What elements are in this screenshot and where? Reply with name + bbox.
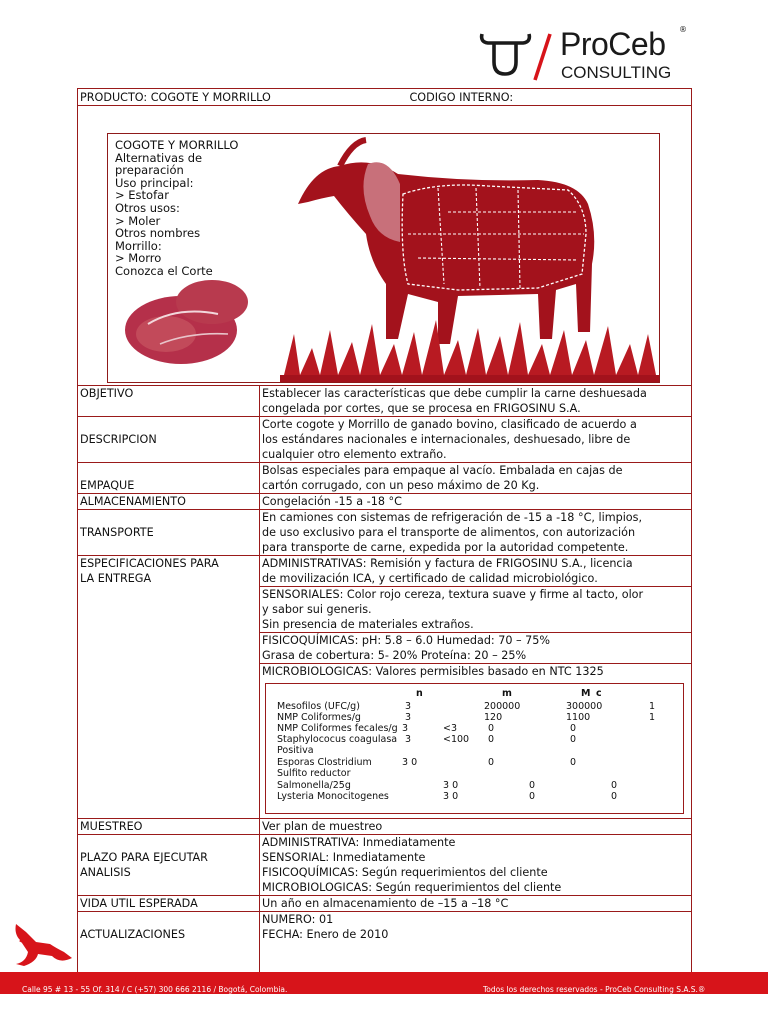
micro-cell: 0 [529, 780, 536, 791]
micro-header-c: c [596, 688, 602, 699]
objetivo-label: OBJETIVO [78, 386, 260, 417]
hero-line: preparación [115, 163, 184, 178]
micro-cell: <3 [443, 723, 458, 734]
almacenamiento-value: Congelación -15 a -18 °C [260, 494, 692, 510]
micro-cell: NMP Coliformes fecales/g [277, 723, 398, 734]
micro-cell: 0 [488, 734, 495, 745]
vida-value: Un año en almacenamiento de –15 a –18 °C [260, 896, 692, 912]
micro-cell: Esporas Clostridium [277, 757, 372, 768]
micro-cell: Staphylococus coagulasa [277, 734, 398, 745]
meat-cut-image [125, 280, 248, 364]
micro-header-m: m [502, 688, 512, 699]
micro-cell: 3 [405, 734, 412, 745]
hero-line: Morrillo: [115, 238, 162, 253]
micro-cell: 0 [570, 757, 577, 768]
micro-header-M: M [581, 688, 591, 699]
empaque-value: Bolsas especiales para empaque al vacío. Embalada en cajas de cartón corrugado, con un peso máximo de 20 Kg. [260, 463, 692, 494]
micro-cell: Positiva [277, 745, 314, 756]
hero-line: Conozca el Corte [115, 263, 213, 278]
header-row [78, 89, 692, 106]
micro-cell: 0 [529, 791, 536, 802]
hero-line: Uso principal: [115, 175, 194, 190]
micro-cell: 200000 [484, 701, 521, 712]
administrativas-value: ADMINISTRATIVAS: Remisión y factura de FRIGOSINU S.A., licencia de movilización ICA, y certificado de calidad microbiológico. [260, 556, 692, 587]
micro-cell: 0 [570, 723, 577, 734]
plazo-label: PLAZO PARA EJECUTAR ANALISIS [78, 835, 260, 896]
empaque-label: EMPAQUE [78, 463, 260, 494]
fisicoquimicas-value: FISICOQUÍMICAS: pH: 5.8 – 6.0 Humedad: 70 – 75% Grasa de cobertura: 5- 20% Proteína: 20 – 25% [260, 633, 692, 664]
hero-line: > Estofar [115, 188, 169, 203]
hero-line: > Moler [115, 213, 161, 228]
micro-cell: 3 0 [443, 780, 459, 791]
micro-cell: 3 0 [443, 791, 459, 802]
micro-cell: 300000 [566, 701, 603, 712]
micro-cell: Sulfito reductor [277, 768, 351, 779]
hero-line: Otros usos: [115, 200, 180, 215]
codigo-label: CODIGO INTERNO: [409, 90, 514, 104]
micro-cell: 0 [488, 723, 495, 734]
microbiologicas-value: MICROBIOLOGICAS: Valores permisibles basado en NTC 1325 n m M c Mesofilos (UFC/g) 3 200000 300000 1 NMP Coliformes/g 3 120 1100 1 NMP Coliformes fecales/g 3 <3 0 0 Staphylococus coagulasa 3 <100 0 0 Positiva Esporas Clostridium 3 0 0 0 Sulfito reductor Salmonella/25g 3 0 0 0 Lysteria Monocitogenes 3 0 0 0 [260, 664, 692, 819]
bull-head-logo-icon [476, 22, 560, 82]
plazo-value: ADMINISTRATIVA: Inmediatamente SENSORIAL: Inmediatamente FISICOQUÍMICAS: Según requerimientos del cliente MICROBIOLOGICAS: Según requerimientos del cliente [260, 835, 692, 896]
micro-cell: Salmonella/25g [277, 780, 351, 791]
footer-rights: Todos los derechos reservados - ProCeb Consulting S.A.S.® [483, 985, 706, 994]
micro-cell: NMP Coliformes/g [277, 712, 361, 723]
muestreo-value: Ver plan de muestreo [260, 819, 692, 835]
micro-cell: 0 [611, 780, 618, 791]
micro-cell: 1100 [566, 712, 591, 723]
micro-cell: 0 [611, 791, 618, 802]
vida-label: VIDA UTIL ESPERADA [78, 896, 260, 912]
micro-cell: 120 [484, 712, 503, 723]
hero-line: > Morro [115, 251, 162, 266]
micro-cell: 3 [405, 712, 412, 723]
micro-table [265, 683, 684, 814]
sensoriales-value: SENSORIALES: Color rojo cereza, textura suave y firme al tacto, olor y sabor sui generis. Sin presencia de materiales extraños. [260, 587, 692, 633]
micro-cell: 3 [402, 723, 409, 734]
proceb-logo [476, 22, 706, 86]
spec-table [77, 88, 692, 991]
hero-line: Alternativas de [115, 150, 203, 165]
hero-text [115, 139, 238, 278]
muestreo-label: MUESTREO [78, 819, 260, 835]
bull-silhouette-icon [298, 140, 594, 344]
almacenamiento-label: ALMACENAMIENTO [78, 494, 260, 510]
descripcion-value: Corte cogote y Morrillo de ganado bovino, clasificado de acuerdo a los estándares nacionales e internacionales, deshuesado, libre de cualquier otro elemento extraño. [260, 417, 692, 463]
micro-header-n: n [416, 688, 423, 699]
especificaciones-label: ESPECIFICACIONES PARA LA ENTREGA [78, 556, 260, 819]
micro-cell: 0 [488, 757, 495, 768]
brand-name: ProCeb [560, 26, 666, 62]
micro-cell: 1 [649, 701, 656, 712]
micro-cell: 1 [649, 712, 656, 723]
producto-label: PRODUCTO: COGOTE Y MORRILLO [80, 90, 271, 104]
actualizaciones-value: NUMERO: 01 FECHA: Enero de 2010 [260, 912, 692, 991]
grass-illustration [280, 320, 659, 382]
micro-cell: Lysteria Monocitogenes [277, 791, 389, 802]
registered-mark: ® [679, 25, 687, 34]
hero-line: COGOTE Y MORRILLO [115, 138, 239, 152]
transporte-value: En camiones con sistemas de refrigeración de -15 a -18 °C, limpios, de uso exclusivo para el transporte de alimentos, con autorización para transporte de carne, expedida por la autoridad competente. [260, 510, 692, 556]
hero-cell [78, 106, 692, 386]
hero-line: Otros nombres [115, 226, 201, 241]
micro-cell: 0 [570, 734, 577, 745]
footer-address: Calle 95 # 13 - 55 Of. 314 / C (+57) 300 666 2116 / Bogotá, Colombia. [22, 985, 288, 994]
micro-cell: 3 [405, 701, 412, 712]
objetivo-value: Establecer las características que debe cumplir la carne deshuesada congelada por cortes, que se procesa en FRIGOSINU S.A. [260, 386, 692, 417]
running-bull-icon [6, 918, 76, 976]
micro-cell: Mesofilos (UFC/g) [277, 701, 360, 712]
actualizaciones-label: ACTUALIZACIONES [78, 912, 260, 991]
brand-subtitle: CONSULTING [561, 63, 672, 82]
descripcion-label: DESCRIPCION [78, 417, 260, 463]
transporte-label: TRANSPORTE [78, 510, 260, 556]
micro-cell: 3 0 [402, 757, 418, 768]
micro-cell: <100 [443, 734, 470, 745]
